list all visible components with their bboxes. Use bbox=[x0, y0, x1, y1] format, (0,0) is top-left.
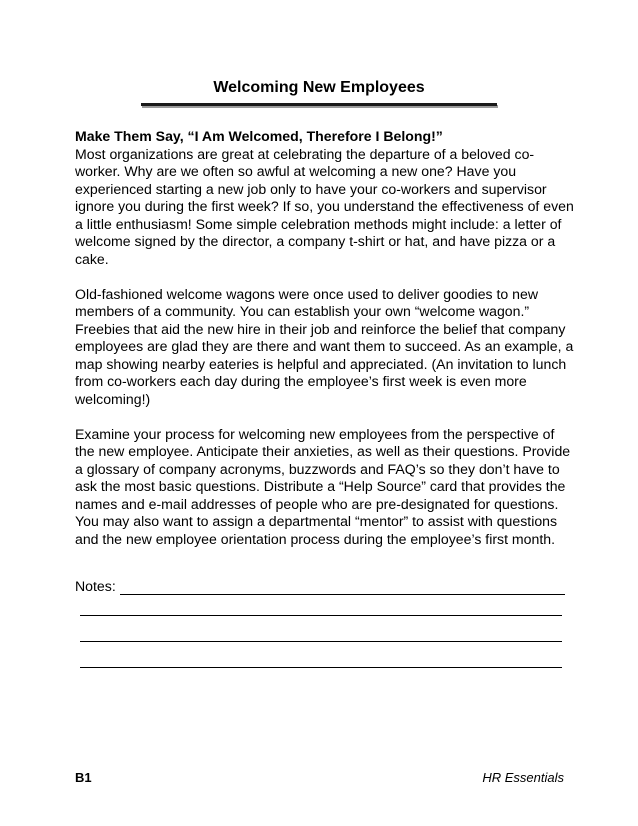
paragraph-2: Old-fashioned welcome wagons were once used to deliver goodies to new members of a community. You can establish your own “welcome wagon.” Freebies that aid the new hire in their job and reinforce the belief that company employees are glad they are there and want them to succeed. As an example, a map showing nearby eateries is helpful and appreciated. (An invitation to lunch from co-workers each day during the employee’s first week is even more welcoming!) bbox=[75, 285, 574, 407]
document-body bbox=[75, 128, 575, 566]
notes-line-3 bbox=[80, 641, 562, 642]
title-underline bbox=[141, 103, 497, 106]
paragraph-3: Examine your process for welcoming new employees from the perspective of the new employee. Anticipate their anxieties, as well as their questions. Provide a glossary of company acronyms, buzzwords and FAQ’s so they don’t have to ask the most basic questions. Distribute a “Help Source” card that provides the names and e-mail addresses of people who are pre-designated for questions. You may also want to assign a departmental “mentor” to assist with questions and the new employee orientation process during the employee’s first month. bbox=[75, 425, 571, 547]
notes-section bbox=[75, 577, 565, 595]
section-heading: Make Them Say, “I Am Welcomed, Therefore I Belong!” bbox=[75, 128, 443, 144]
notes-label: Notes: bbox=[75, 577, 116, 594]
notes-line-1 bbox=[120, 580, 565, 595]
notes-line-4 bbox=[80, 667, 562, 668]
notes-line-2 bbox=[80, 615, 562, 616]
publication-name: HR Essentials bbox=[482, 770, 564, 785]
page-number: B1 bbox=[75, 770, 92, 785]
paragraph-1: Most organizations are great at celebrating the departure of a beloved co-worker. Why are we often so awful at welcoming a new one? Have you experienced starting a new job only to have your co-workers and supervisor ignore you during the first week? If so, you understand the effectiveness of even a little enthusiasm! Some simple celebration methods might include: a letter of welcome signed by the director, a company t-shirt or hat, and have pizza or a cake. bbox=[75, 145, 574, 267]
page-title: Welcoming New Employees bbox=[213, 79, 425, 96]
